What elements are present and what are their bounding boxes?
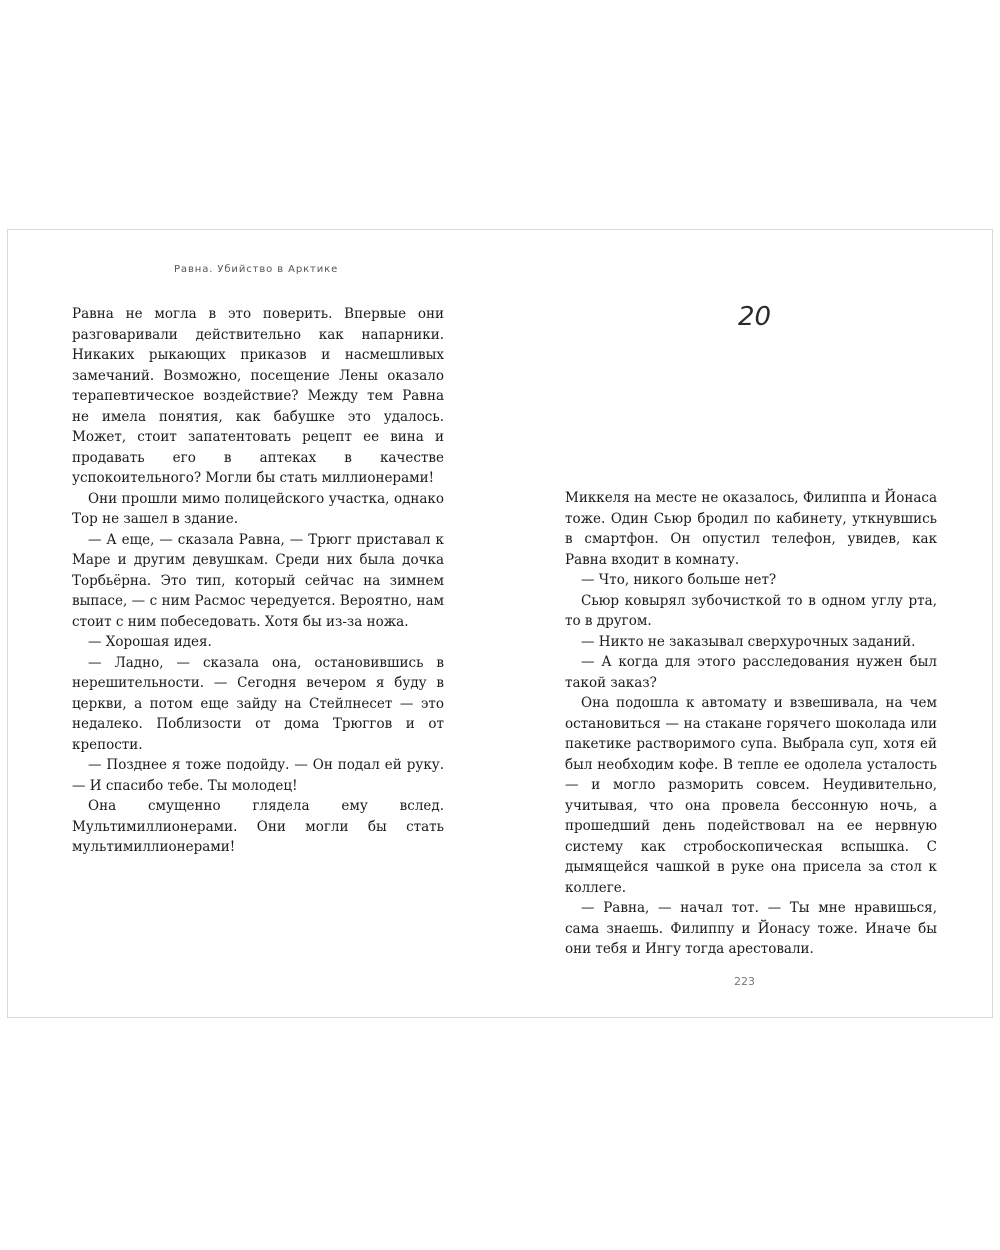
paragraph: — Позднее я тоже подойду. — Он подал ей руку. — И спасибо тебе. Ты молодец! (72, 757, 444, 794)
paragraph: Она подошла к автомату и взвешивала, на чем остановиться — на стакане горячего шоколада или пакетике растворимого супа. Выбрала суп, хотя ей был необходим кофе. В тепле ее одолела усталость — и могло разморить совсем. Неудивительно, учитывая, что она провела бессонную ночь, а прошедший день подействовал на ее нервную систему как стробоскопическая вспышка. С дымящейся чашкой в руке она присела за стол к коллеге. (565, 695, 937, 896)
book-spread (7, 229, 993, 1018)
paragraph: — А еще, — сказала Равна, — Трюгг приставал к Маре и другим девушкам. Среди них была дочка Торбьёрна. Это тип, который сейчас на зимнем выпасе, — с ним Расмос чередуется. Вероятно, нам стоит с ним побеседовать. Хотя бы из-за ножа. (72, 531, 444, 630)
paragraph: — Что, никого больше нет? (581, 572, 777, 588)
chapter-number: 20 (738, 302, 772, 332)
paragraph: — Равна, — начал тот. — Ты мне нравишься, сама знаешь. Филиппу и Йонасу тоже. Иначе бы они тебя и Ингу тогда арестовали. (565, 900, 937, 957)
paragraph: — Хорошая идея. (88, 634, 212, 650)
running-head: Равна. Убийство в Арктике (174, 264, 339, 275)
paragraph: — А когда для этого расследования нужен был такой заказ? (565, 654, 937, 691)
right-page (501, 230, 994, 1017)
paragraph: Они прошли мимо полицейского участка, однако Тор не зашел в здание. (72, 490, 444, 527)
paragraph: Сьюр ковырял зубочисткой то в одном углу рта, то в другом. (565, 592, 937, 629)
paragraph: Миккеля на месте не оказалось, Филиппа и Йонаса тоже. Один Сьюр бродил по кабинету, уткнувшись в смартфон. Он опустил телефон, увидев, как Равна входит в комнату. (565, 490, 937, 568)
left-page-text (72, 304, 444, 858)
paragraph: — Ладно, — сказала она, остановившись в нерешительности. — Сегодня вечером я буду в церкви, а потом еще зайду на Стейлнесет — это недалеко. Поблизости от дома Трюггов и от крепости. (72, 654, 444, 753)
paragraph: Равна не могла в это поверить. Впервые они разговаривали действительно как напарники. Никаких рыкающих приказов и насмешливых замечаний. Возможно, посещение Лены оказало терапевтическое воздействие? Между тем Равна не имела понятия, как бабушке это удалось. Может, стоит запатентовать рецепт ее вина и продавать его в аптеках в качестве успокоительного? Могли бы стать миллионерами! (72, 306, 444, 486)
left-page (8, 230, 501, 1017)
page-number: 223 (734, 975, 755, 988)
paragraph: — Никто не заказывал сверхурочных заданий. (581, 633, 916, 650)
paragraph: Она смущенно глядела ему вслед. Мультимиллионерами. Они могли бы стать мультимиллионерами! (72, 798, 444, 855)
right-page-text (565, 488, 937, 960)
